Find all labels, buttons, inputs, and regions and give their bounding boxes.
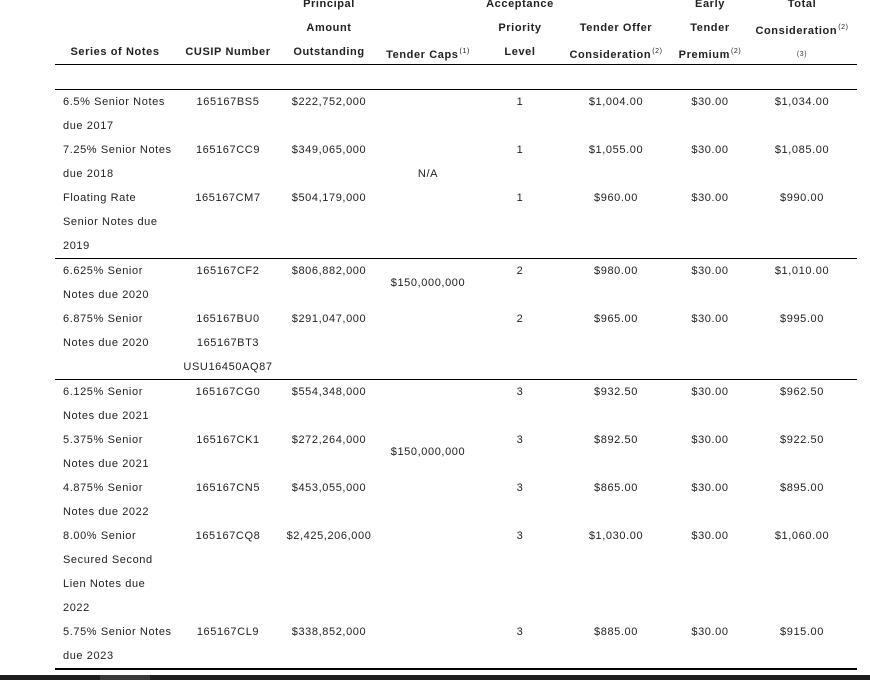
- header-tender-offer: Tender Offer Consideration$^{(2)}$: [569, 22, 663, 61]
- early-tender-premium: $30.00: [691, 265, 729, 277]
- principal-amount: $806,882,000: [291, 265, 367, 277]
- tender-offer-consideration: $892.50: [594, 434, 638, 446]
- priority-level: 3: [516, 434, 524, 446]
- tender-cap-group-1: N/A: [417, 168, 439, 180]
- cusip: 165167CN5: [195, 482, 261, 494]
- tender-offer-consideration: $960.00: [594, 192, 638, 204]
- total-consideration: $990.00: [780, 192, 824, 204]
- header-cusip: CUSIP Number: [185, 46, 271, 58]
- priority-level: 2: [516, 313, 524, 325]
- early-tender-premium: $30.00: [691, 482, 729, 494]
- tender-offer-consideration: $1,055.00: [588, 144, 644, 156]
- early-tender-premium: $30.00: [691, 530, 729, 542]
- series-name: 6.125% Senior Notes due 2021: [63, 386, 150, 422]
- series-name: 4.875% Senior Notes due 2022: [63, 482, 150, 518]
- total-consideration: $962.50: [780, 386, 824, 398]
- series-name: 6.5% Senior Notes due 2017: [63, 96, 165, 132]
- table-bottom-rule: [55, 668, 857, 670]
- series-name: 6.625% Senior Notes due 2020: [63, 265, 150, 301]
- header-rule-top: [55, 64, 857, 65]
- principal-amount: $453,055,000: [291, 482, 367, 494]
- early-tender-premium: $30.00: [691, 434, 729, 446]
- tender-offer-consideration: $865.00: [594, 482, 638, 494]
- tender-cap-group-2: $150,000,000: [390, 277, 466, 289]
- total-consideration: $895.00: [780, 482, 824, 494]
- total-consideration: $1,085.00: [774, 144, 830, 156]
- series-name: 8.00% Senior Secured Second Lien Notes due 2022: [63, 530, 153, 614]
- tender-offer-consideration: $885.00: [594, 626, 638, 638]
- cusip: 165167BS5: [196, 96, 260, 108]
- tender-cap-group-3: $150,000,000: [390, 446, 466, 458]
- early-tender-premium: $30.00: [691, 626, 729, 638]
- total-consideration: $1,010.00: [774, 265, 830, 277]
- principal-amount: $349,065,000: [291, 144, 367, 156]
- header-priority: Acceptance Priority Level: [486, 0, 554, 58]
- cusip: 165167CC9: [195, 144, 261, 156]
- cusip: 165167CM7: [195, 192, 261, 204]
- header-series: Series of Notes: [70, 46, 160, 58]
- cusip: 165167BU0 165167BT3 USU16450AQ87: [183, 313, 273, 373]
- priority-level: 1: [516, 192, 524, 204]
- cusip: 165167CK1: [196, 434, 260, 446]
- priority-level: 3: [516, 386, 524, 398]
- header-principal: Principal Amount Outstanding: [293, 0, 365, 58]
- cusip: 165167CF2: [196, 265, 260, 277]
- header-early-premium: Early Tender Premium$^{(2)}$: [678, 0, 742, 61]
- tender-offer-consideration: $980.00: [594, 265, 638, 277]
- principal-amount: $504,179,000: [291, 192, 367, 204]
- early-tender-premium: $30.00: [691, 144, 729, 156]
- cusip: 165167CG0: [195, 386, 261, 398]
- priority-level: 3: [516, 626, 524, 638]
- total-consideration: $922.50: [780, 434, 824, 446]
- priority-level: 1: [516, 96, 524, 108]
- total-consideration: $915.00: [780, 626, 824, 638]
- tender-offer-consideration: $1,004.00: [588, 96, 644, 108]
- principal-amount: $554,348,000: [291, 386, 367, 398]
- principal-amount: $338,852,000: [291, 626, 367, 638]
- cusip: 165167CQ8: [195, 530, 261, 542]
- series-name: 6.875% Senior Notes due 2020: [63, 313, 150, 349]
- principal-amount: $291,047,000: [291, 313, 367, 325]
- series-name: 5.75% Senior Notes due 2023: [63, 626, 172, 662]
- header-tender-caps: Tender Caps$^{(1)}$: [386, 48, 470, 61]
- series-name: 5.375% Senior Notes due 2021: [63, 434, 150, 470]
- priority-level: 2: [516, 265, 524, 277]
- window-bottom-bar-segment: [100, 675, 150, 680]
- early-tender-premium: $30.00: [691, 96, 729, 108]
- header-total: Total Consideration$^{(2)}$ (3): [748, 0, 856, 67]
- total-consideration: $1,060.00: [774, 530, 830, 542]
- cusip: 165167CL9: [196, 626, 260, 638]
- principal-amount: $2,425,206,000: [286, 530, 372, 542]
- series-name: Floating Rate Senior Notes due 2019: [63, 192, 158, 252]
- priority-level: 3: [516, 530, 524, 542]
- tender-offer-consideration: $965.00: [594, 313, 638, 325]
- total-consideration: $995.00: [780, 313, 824, 325]
- series-name: 7.25% Senior Notes due 2018: [63, 144, 172, 180]
- tender-offer-consideration: $932.50: [594, 386, 638, 398]
- early-tender-premium: $30.00: [691, 192, 729, 204]
- principal-amount: $272,264,000: [291, 434, 367, 446]
- early-tender-premium: $30.00: [691, 386, 729, 398]
- principal-amount: $222,752,000: [291, 96, 367, 108]
- priority-level: 1: [516, 144, 524, 156]
- total-consideration: $1,034.00: [774, 96, 830, 108]
- total-footnote-3: (3): [796, 51, 808, 58]
- early-tender-premium: $30.00: [691, 313, 729, 325]
- priority-level: 3: [516, 482, 524, 494]
- tender-offer-consideration: $1,030.00: [588, 530, 644, 542]
